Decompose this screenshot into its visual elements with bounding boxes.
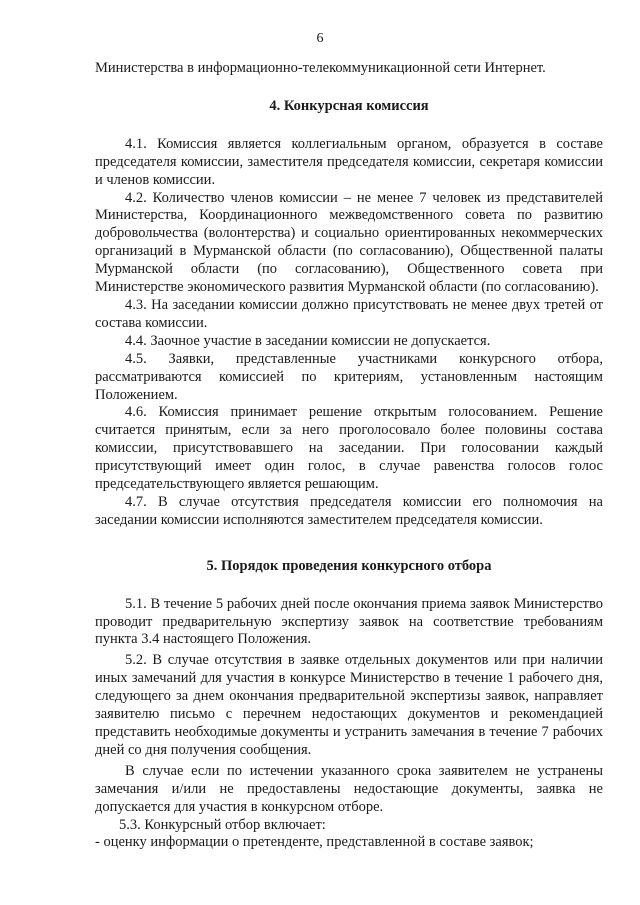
list-item-5-3-1: - оценку информации о претенденте, представленной в составе заявок; bbox=[95, 834, 534, 851]
paragraph-5-1: 5.1. В течение 5 рабочих дней после окончания приема заявок Министерство проводит предварительную экспертизу заявок на соответствие требованиям пункта 3.4 настоящего Положения. bbox=[95, 595, 603, 648]
section-5-title: 5. Порядок проведения конкурсного отбора bbox=[206, 557, 492, 574]
paragraph-4-1: 4.1. Комиссия является коллегиальным органом, образуется в составе председателя комиссии, заместителя председателя комиссии, секретаря комиссии и членов комиссии. bbox=[95, 135, 603, 188]
paragraph-4-6: 4.6. Комиссия принимает решение открытым голосованием. Решение считается принятым, если за него проголосовало более половины состава комиссии, присутствовавшего на заседании. При голосовании каждый присутствующий имеет один голос, в случае равенства голосов голос председательствующего является решающим. bbox=[95, 404, 603, 493]
paragraph-5-2: 5.2. В случае отсутствия в заявке отдельных документов или при наличии иных замечаний для участия в конкурсе Министерство в течение 1 рабочего дня, следующего за днем окончания предварительной экспертизы заявок, направляет заявителю письмо с перечнем недостающих документов и рекомендацией представить необходимые документы и устранить замечания в течение 7 рабочих дней со дня получения сообщения. bbox=[95, 652, 603, 758]
document-body bbox=[95, 60, 603, 852]
paragraph-4-7: 4.7. В случае отсутствия председателя комиссии его полномочия на заседании комиссии исполняются заместителем председателя комиссии. bbox=[95, 493, 603, 528]
paragraph-4-4: 4.4. Заочное участие в заседании комиссии не допускается. bbox=[125, 332, 491, 349]
page-number: 6 bbox=[316, 31, 324, 46]
paragraph-4-2: 4.2. Количество членов комиссии – не менее 7 человек из представителей Министерства, Координационного межведомственного совета по развитию добровольчества (волонтерства) и социально ориентированных некоммерческих организаций в Мурманской области (по согласованию), Общественной палаты Мурманской области (по согласованию), Общественного совета при Министерстве экономического развития Мурманской области (по согласованию). bbox=[95, 189, 603, 296]
section-4-title: 4. Конкурсная комиссия bbox=[269, 97, 429, 114]
paragraph-4-3: 4.3. На заседании комиссии должно присутствовать не менее двух третей от состава комиссии. bbox=[95, 296, 603, 331]
paragraph-5-3: 5.3. Конкурсный отбор включает: bbox=[119, 816, 326, 833]
intro-line: Министерства в информационно-телекоммуникационной сети Интернет. bbox=[95, 60, 546, 76]
paragraph-4-5: 4.5. Заявки, представленные участниками конкурсного отбора, рассматриваются комиссией по критериям, установленным настоящим Положением. bbox=[95, 350, 603, 403]
paragraph-5-2-continued: В случае если по истечении указанного срока заявителем не устранены замечания и/или не предоставлены недостающие документы, заявка не допускается для участия в конкурсном отборе. bbox=[95, 762, 603, 815]
